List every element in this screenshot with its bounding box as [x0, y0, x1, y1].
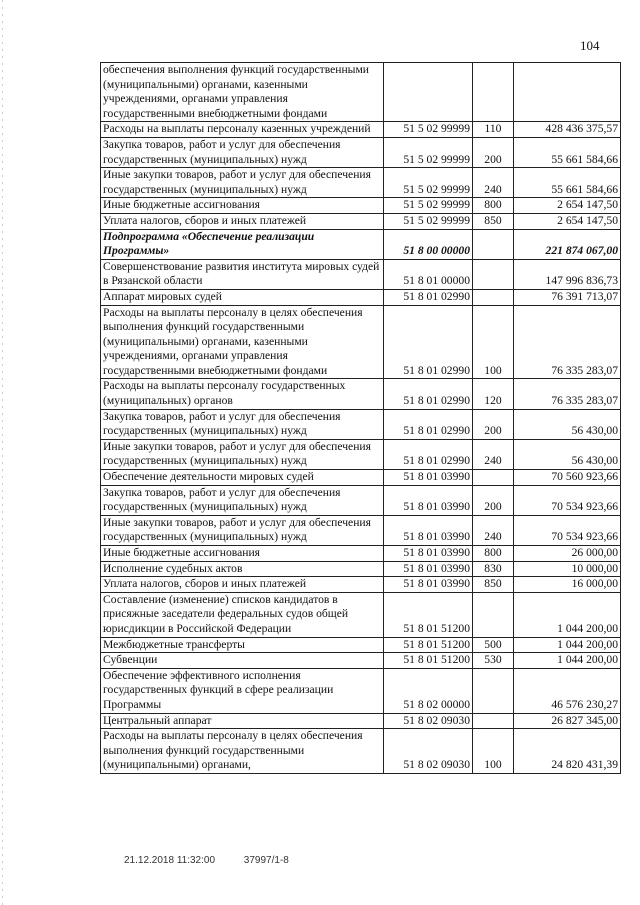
row-name-cell: Закупка товаров, работ и услуг для обеспечения государственных (муниципальных) нужд	[101, 485, 384, 515]
row-code-cell: 51 8 01 03990	[384, 561, 473, 577]
table-row	[101, 577, 621, 593]
row-sum-cell: 70 534 923,66	[514, 485, 621, 515]
table-row	[101, 168, 621, 198]
row-vr-cell: 240	[473, 168, 514, 198]
row-name-cell: Обеспечение эффективного исполнения государственных функций в сфере реализации Программы	[101, 668, 384, 713]
page-number: 104	[580, 38, 600, 53]
row-code-cell: 51 5 02 99999	[384, 122, 473, 138]
row-sum-cell: 2 654 147,50	[514, 198, 621, 214]
row-name-cell: Иные бюджетные ассигнования	[101, 198, 384, 214]
row-name-cell: Уплата налогов, сборов и иных платежей	[101, 213, 384, 229]
row-sum-cell: 26 000,00	[514, 546, 621, 562]
row-sum-cell: 1 044 200,00	[514, 653, 621, 669]
row-code-cell: 51 5 02 99999	[384, 168, 473, 198]
table-row	[101, 259, 621, 289]
row-sum-cell	[514, 63, 621, 122]
table-row	[101, 668, 621, 713]
table-row	[101, 729, 621, 774]
footer	[124, 855, 315, 866]
table-row	[101, 137, 621, 167]
row-code-cell: 51 5 02 99999	[384, 213, 473, 229]
row-sum-cell: 26 827 345,00	[514, 713, 621, 729]
row-name-cell: Межбюджетные трансферты	[101, 637, 384, 653]
row-code-cell: 51 8 00 00000	[384, 229, 473, 259]
table-body	[101, 63, 621, 774]
row-name-cell: Совершенствование развития института мировых судей в Рязанской области	[101, 259, 384, 289]
row-sum-cell: 428 436 375,57	[514, 122, 621, 138]
table-row	[101, 63, 621, 122]
row-sum-cell: 55 661 584,66	[514, 168, 621, 198]
row-name-cell: обеспечения выполнения функций государственными (муниципальными) органами, казенными учреждениями, органами управления государственными внебюджетными фондами	[101, 63, 384, 122]
row-name-cell: Расходы на выплаты персоналу в целях обеспечения выполнения функций государственными (муниципальными) органами, казенными учреждениями, органами управления государственными внебюджетными фондами	[101, 305, 384, 379]
row-code-cell: 51 8 01 03990	[384, 485, 473, 515]
table-row	[101, 439, 621, 469]
row-vr-cell: 100	[473, 305, 514, 379]
table-row	[101, 653, 621, 669]
row-name-cell: Исполнение судебных актов	[101, 561, 384, 577]
row-vr-cell: 110	[473, 122, 514, 138]
row-vr-cell: 120	[473, 379, 514, 409]
row-vr-cell: 200	[473, 137, 514, 167]
row-vr-cell	[473, 63, 514, 122]
row-code-cell: 51 8 01 51200	[384, 653, 473, 669]
row-sum-cell: 147 996 836,73	[514, 259, 621, 289]
row-name-cell: Иные закупки товаров, работ и услуг для обеспечения государственных (муниципальных) нужд	[101, 515, 384, 545]
row-name-cell: Субвенции	[101, 653, 384, 669]
row-sum-cell: 16 000,00	[514, 577, 621, 593]
row-sum-cell: 46 576 230,27	[514, 668, 621, 713]
row-sum-cell: 24 820 431,39	[514, 729, 621, 774]
row-name-cell: Аппарат мировых судей	[101, 289, 384, 305]
row-code-cell: 51 5 02 99999	[384, 198, 473, 214]
row-code-cell: 51 8 01 03990	[384, 515, 473, 545]
row-code-cell: 51 8 01 02990	[384, 439, 473, 469]
footer-doc-id: 37997/1-8	[243, 855, 289, 866]
row-name-cell: Иные закупки товаров, работ и услуг для обеспечения государственных (муниципальных) нужд	[101, 168, 384, 198]
row-vr-cell: 800	[473, 198, 514, 214]
table-row	[101, 409, 621, 439]
table-row	[101, 213, 621, 229]
row-code-cell: 51 8 02 09030	[384, 713, 473, 729]
table-row	[101, 592, 621, 637]
row-name-cell: Уплата налогов, сборов и иных платежей	[101, 577, 384, 593]
table-row	[101, 305, 621, 379]
row-vr-cell: 850	[473, 213, 514, 229]
row-code-cell: 51 8 01 02990	[384, 409, 473, 439]
table-row	[101, 485, 621, 515]
row-sum-cell: 221 874 067,00	[514, 229, 621, 259]
row-code-cell: 51 8 02 09030	[384, 729, 473, 774]
row-code-cell: 51 8 01 51200	[384, 592, 473, 637]
row-sum-cell: 70 534 923,66	[514, 515, 621, 545]
row-sum-cell: 56 430,00	[514, 439, 621, 469]
row-name-cell: Закупка товаров, работ и услуг для обеспечения государственных (муниципальных) нужд	[101, 137, 384, 167]
row-sum-cell: 70 560 923,66	[514, 470, 621, 486]
row-code-cell: 51 8 01 00000	[384, 259, 473, 289]
table-row	[101, 122, 621, 138]
row-sum-cell: 76 391 713,07	[514, 289, 621, 305]
row-name-cell: Расходы на выплаты персоналу государственных (муниципальных) органов	[101, 379, 384, 409]
row-vr-cell	[473, 668, 514, 713]
row-vr-cell	[473, 713, 514, 729]
row-vr-cell: 530	[473, 653, 514, 669]
row-vr-cell: 850	[473, 577, 514, 593]
row-name-cell: Обеспечение деятельности мировых судей	[101, 470, 384, 486]
table-row	[101, 470, 621, 486]
row-vr-cell: 100	[473, 729, 514, 774]
row-code-cell	[384, 63, 473, 122]
row-code-cell: 51 5 02 99999	[384, 137, 473, 167]
footer-timestamp: 21.12.2018 11:32:00	[124, 855, 216, 866]
row-name-cell: Иные бюджетные ассигнования	[101, 546, 384, 562]
table-row	[101, 229, 621, 259]
table-row	[101, 198, 621, 214]
row-vr-cell: 200	[473, 409, 514, 439]
row-vr-cell: 800	[473, 546, 514, 562]
row-vr-cell: 240	[473, 439, 514, 469]
row-vr-cell: 500	[473, 637, 514, 653]
table-row	[101, 637, 621, 653]
row-sum-cell: 1 044 200,00	[514, 637, 621, 653]
row-code-cell: 51 8 01 03990	[384, 546, 473, 562]
row-sum-cell: 10 000,00	[514, 561, 621, 577]
row-vr-cell: 200	[473, 485, 514, 515]
row-name-cell: Закупка товаров, работ и услуг для обеспечения государственных (муниципальных) нужд	[101, 409, 384, 439]
row-code-cell: 51 8 01 02990	[384, 305, 473, 379]
row-name-cell: Составление (изменение) списков кандидатов в присяжные заседатели федеральных судов общей юрисдикции в Российской Федерации	[101, 592, 384, 637]
row-sum-cell: 76 335 283,07	[514, 305, 621, 379]
row-code-cell: 51 8 01 03990	[384, 470, 473, 486]
row-vr-cell: 830	[473, 561, 514, 577]
row-vr-cell	[473, 259, 514, 289]
row-sum-cell: 1 044 200,00	[514, 592, 621, 637]
row-sum-cell: 76 335 283,07	[514, 379, 621, 409]
table-row	[101, 561, 621, 577]
row-vr-cell	[473, 470, 514, 486]
table-row	[101, 289, 621, 305]
row-vr-cell	[473, 289, 514, 305]
row-name-cell: Расходы на выплаты персоналу в целях обеспечения выполнения функций государственными (муниципальными) органами,	[101, 729, 384, 774]
budget-table	[100, 62, 621, 774]
table-row	[101, 515, 621, 545]
row-code-cell: 51 8 01 02990	[384, 379, 473, 409]
row-sum-cell: 2 654 147,50	[514, 213, 621, 229]
row-name-cell: Расходы на выплаты персоналу казенных учреждений	[101, 122, 384, 138]
row-sum-cell: 55 661 584,66	[514, 137, 621, 167]
row-code-cell: 51 8 02 00000	[384, 668, 473, 713]
table-row	[101, 379, 621, 409]
table-row	[101, 546, 621, 562]
row-name-cell: Иные закупки товаров, работ и услуг для обеспечения государственных (муниципальных) нужд	[101, 439, 384, 469]
row-code-cell: 51 8 01 02990	[384, 289, 473, 305]
row-vr-cell	[473, 229, 514, 259]
row-code-cell: 51 8 01 51200	[384, 637, 473, 653]
row-name-cell: Подпрограмма «Обеспечение реализации Программы»	[101, 229, 384, 259]
scan-edge-mark	[2, 0, 3, 905]
row-sum-cell: 56 430,00	[514, 409, 621, 439]
row-vr-cell: 240	[473, 515, 514, 545]
row-vr-cell	[473, 592, 514, 637]
row-name-cell: Центральный аппарат	[101, 713, 384, 729]
table-row	[101, 713, 621, 729]
row-code-cell: 51 8 01 03990	[384, 577, 473, 593]
